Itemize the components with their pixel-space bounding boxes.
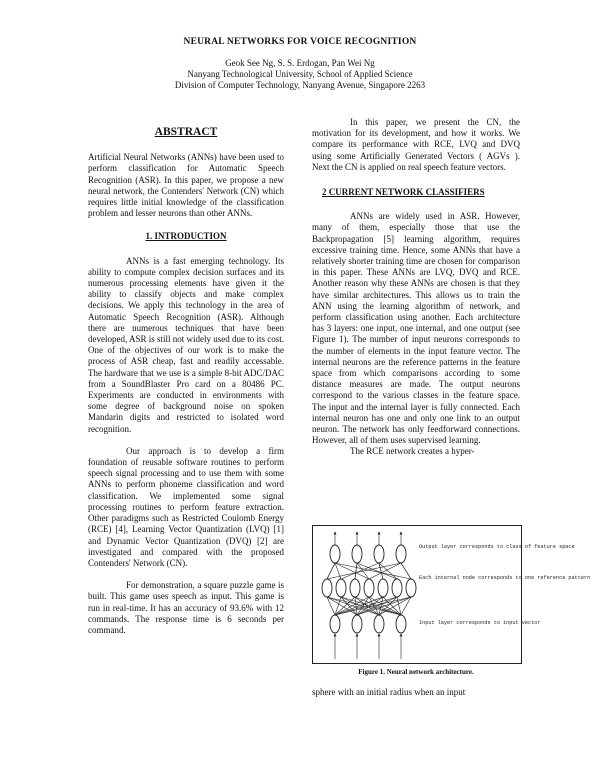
affiliation-line-2: Division of Computer Technology, Nanyang Avenue, Singapore 2263	[174, 80, 426, 90]
output-neuron	[330, 545, 340, 563]
section2-heading: 2 CURRENT NETWORK CLASSIFIERS	[322, 187, 485, 198]
intro-heading: 1. INTRODUCTION	[145, 231, 227, 242]
internal-neuron	[378, 579, 388, 597]
section2-paragraph-2: The RCE network creates a hyper-	[350, 446, 475, 457]
abstract-heading: ABSTRACT	[154, 126, 218, 138]
internal-output-edge	[355, 563, 357, 579]
section2-paragraph-1: ANNs are widely used in ASR. However, many of them, especially those that use the Backpropagation [5] learning algorithm, requires excessive training time. Hence, some ANNs that have a relatively shorter training time are chosen for comparison in this paper. These ANNs are LVQ, DVQ and RCE. Another reason why these ANNs are chosen is that they have similar architectures. This allows us to train the ANN using the learning algorithm of network, and perform classification using another. Each architecture has 3 layers: one input, one internal, and one output (see Figure 1). The number of input neurons corresponds to the number of elements in the input feature vector. The internal neurons are the reference patterns in the feature space from which comparisons according to some distance measures are made. The output neurons correspond to the various classes in the feature space. The input and the internal layer is fully connected. Each internal neuron has one and only one link to an output neuron. The network has only feedforward connections. However, all of them uses supervised learning.	[312, 211, 520, 446]
internal-output-edge	[379, 563, 383, 579]
intro-paragraph-3: For demonstration, a square puzzle game is built. This game uses speech as input. This game is run in real-time. It has an accuracy of 93.6% with 12 commands. The response time is 6 seconds per command.	[88, 580, 284, 635]
continued-text: sphere with an initial radius when an input	[312, 687, 466, 697]
input-neuron	[330, 615, 340, 633]
output-neuron	[352, 545, 362, 563]
right-paragraph-1: In this paper, we present the CN, the motivation for its development, and how it works. We compare its performance with RCE, LVQ and DVQ using some Artificially Generated Vectors ( AGVs ). Next the CN is applied on real speech feature vectors.	[312, 117, 520, 172]
internal-neuron	[406, 579, 416, 597]
authors: Geok See Ng, S. S. Erdogan, Pan Wei Ng	[225, 58, 375, 68]
output-neuron	[396, 545, 406, 563]
figure-label-input: Input layer corresponds to input vector	[419, 620, 541, 626]
internal-output-edge	[401, 563, 411, 579]
internal-neuron	[350, 579, 360, 597]
internal-neuron	[336, 579, 346, 597]
internal-output-edge	[327, 563, 335, 579]
figure-label-internal: Each internal node corresponds to one reference pattern	[419, 575, 591, 581]
right-column	[312, 117, 520, 458]
figure-caption: Figure 1. Neural network architecture.	[358, 668, 474, 676]
input-internal-edge	[355, 597, 357, 615]
network-diagram	[313, 526, 591, 663]
internal-neuron	[322, 579, 332, 597]
output-neuron	[374, 545, 384, 563]
figure-label-output: Output layer corresponds to class of feature space	[419, 544, 575, 550]
left-column	[88, 127, 284, 636]
internal-output-edge	[379, 563, 397, 579]
input-neuron	[374, 615, 384, 633]
input-neuron	[396, 615, 406, 633]
internal-neuron	[392, 579, 402, 597]
affiliation-line-1: Nanyang Technological University, School of Applied Science	[187, 69, 413, 79]
paper-title: NEURAL NETWORKS FOR VOICE RECOGNITION	[183, 37, 417, 47]
figure-1	[312, 525, 591, 664]
intro-paragraph-2: Our approach is to develop a firm foundation of reusable software routines to perform speech signal processing and to use them with some ANNs to perform phoneme classification and word classification. We implemented some signal processing routines to perform feature extraction. Other paradigms such as Restricted Coulomb Energy (RCE) [4], Learning Vector Quantization (LVQ) [1] and Dynamic Vector Quantization (DVQ) [2] are investigated and compared with the proposed Contenders' Network (CN).	[88, 445, 284, 568]
abstract-text: Artificial Neural Networks (ANNs) have been used to perform classification for Automatic Speech Recognition (ASR). In this paper, we propose a new neural network, the Contenders' Network (CN) which requires little initial knowledge of the classification problem and lesser neurons than other ANNs.	[88, 152, 284, 219]
input-neuron	[352, 615, 362, 633]
internal-neuron	[364, 579, 374, 597]
intro-paragraph-1: ANNs is a fast emerging technology. Its ability to compute complex decision surfaces and its numerous processing elements have given it the ability to classify objects and make complex decisions. We apply this technology in the area of Automatic Speech Recognition (ASR). Although there are numerous techniques that have been developed, ASR is still not widely used due to its cost. One of the objectives of our work is to make the process of ASR cheap, fast and readily accessable. The hardware that we use is a simple 8-bit ADC/DAC from a SoundBlaster Pro card on a 80486 PC. Experiments are conducted in environments with some degree of background noise on spoken Mandarin digits and restricted to isolated word recognition.	[88, 255, 284, 434]
